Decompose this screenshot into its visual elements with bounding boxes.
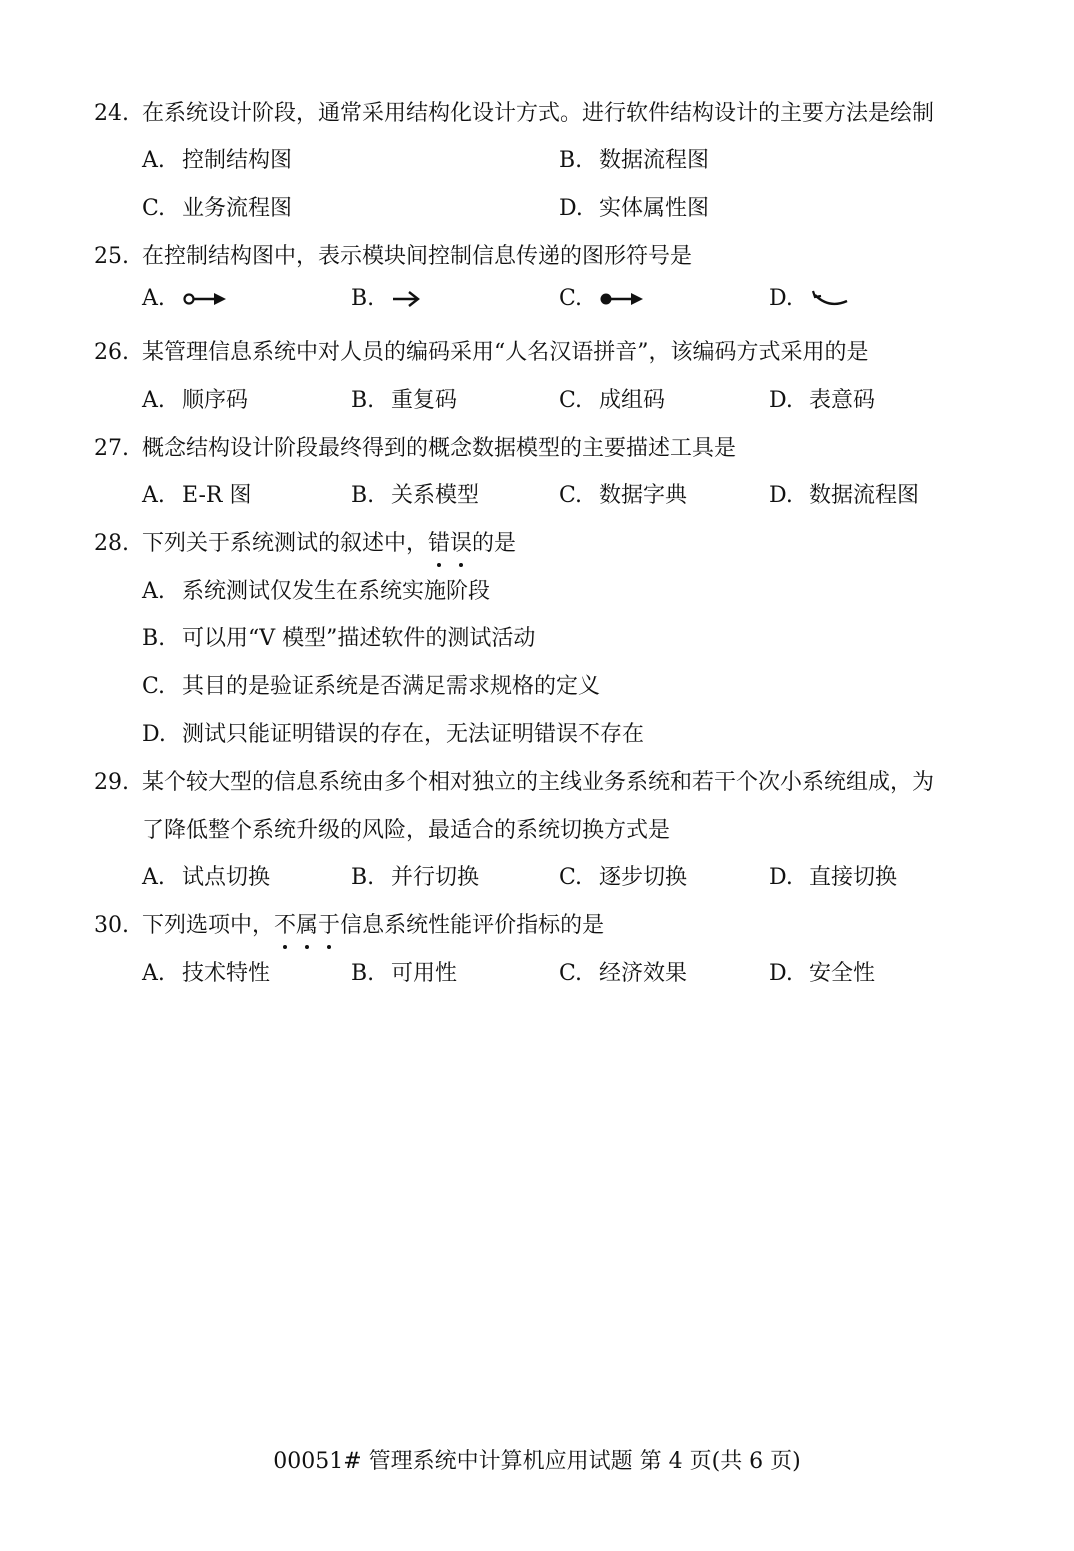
option-text: 关系模型 [391,483,480,508]
option-letter: B. [351,388,375,413]
option-letter: A. [142,388,165,413]
option-letter: D. [142,722,166,747]
option-letter: B. [142,626,166,651]
question-29-continuation [142,816,670,846]
option-letter: A. [142,865,165,890]
option-letter: C. [559,483,583,508]
option-letter: C. [559,388,583,413]
option-27-c[interactable] [559,481,687,511]
option-text: 实体属性图 [599,196,710,221]
option-text: 其目的是验证系统是否满足需求规格的定义 [182,674,601,699]
emphasis-char: 误 [450,529,472,559]
option-letter: C. [559,865,583,890]
question-text: 概念结构设计阶段最终得到的概念数据模型的主要描述工具是 [142,436,737,461]
option-30-d[interactable] [769,959,875,989]
option-text: 数据字典 [599,483,688,508]
option-text: 表意码 [809,388,876,413]
option-text: 技术特性 [182,961,271,986]
filled-circle-arrow-icon [599,289,647,309]
option-letter: D. [769,483,793,508]
option-28-c[interactable] [142,672,600,702]
question-number: 29. [94,770,129,795]
question-text-before: 下列关于系统测试的叙述中， [142,531,429,556]
option-25-b[interactable] [351,284,431,314]
option-30-b[interactable] [351,959,457,989]
option-26-d[interactable] [769,386,875,416]
option-letter: A. [142,961,165,986]
option-letter: C. [559,961,583,986]
option-letter: D. [769,388,793,413]
option-29-a[interactable] [142,863,270,893]
option-29-d[interactable] [769,863,897,893]
question-number: 28. [94,531,129,556]
option-text: E-R 图 [182,483,252,508]
option-30-c[interactable] [559,959,687,989]
emphasis-char: 错 [428,529,450,559]
question-number: 30. [94,913,129,938]
option-text: 安全性 [809,961,876,986]
question-text-after: 的是 [472,531,517,556]
emphasis-char: 于 [318,911,340,941]
option-text: 直接切换 [809,865,898,890]
question-28 [94,529,516,559]
option-letter: D. [769,961,793,986]
option-text: 重复码 [391,388,458,413]
option-25-a[interactable] [142,284,230,314]
option-text: 成组码 [599,388,666,413]
option-24-d[interactable] [559,194,709,224]
question-24 [94,99,934,129]
option-letter: A. [142,286,165,311]
option-letter: D. [769,865,793,890]
option-letter: B. [559,148,583,173]
plain-arrow-icon [391,289,431,309]
option-text: 系统测试仅发生在系统实施阶段 [182,579,491,604]
option-letter: B. [351,483,375,508]
open-circle-arrow-icon [182,289,230,309]
option-text: 数据流程图 [599,148,710,173]
option-text: 可以用“V 模型”描述软件的测试活动 [182,626,536,651]
option-text: 可用性 [391,961,458,986]
question-30 [94,911,604,941]
option-30-a[interactable] [142,959,270,989]
option-28-a[interactable] [142,577,490,607]
option-24-b[interactable] [559,146,709,176]
option-letter: D. [559,196,583,221]
option-letter: C. [142,674,166,699]
option-24-c[interactable] [142,194,292,224]
option-text: 数据流程图 [809,483,920,508]
option-27-b[interactable] [351,481,479,511]
page-footer: 00051# 管理系统中计算机应用试题 第 4 页(共 6 页) [273,1449,801,1474]
question-25 [94,242,692,272]
curved-arrow-icon [809,287,857,311]
option-27-a[interactable] [142,481,251,511]
option-26-c[interactable] [559,386,665,416]
option-text: 测试只能证明错误的存在，无法证明错误不存在 [182,722,645,747]
option-25-d[interactable] [769,284,857,314]
option-29-b[interactable] [351,863,479,893]
option-28-d[interactable] [142,720,644,750]
question-text-line2: 了降低整个系统升级的风险，最适合的系统切换方式是 [142,818,671,843]
option-text: 顺序码 [182,388,249,413]
option-letter: B. [351,961,375,986]
question-text: 某管理信息系统中对人员的编码采用“人名汉语拼音”，该编码方式采用的是 [142,340,869,365]
option-24-a[interactable] [142,146,292,176]
option-letter: B. [351,865,375,890]
question-text: 某个较大型的信息系统由多个相对独立的主线业务系统和若干个次小系统组成，为 [142,770,935,795]
option-letter: B. [351,286,375,311]
question-27 [94,434,736,464]
option-text: 逐步切换 [599,865,688,890]
option-letter: C. [142,196,166,221]
question-number: 24. [94,101,129,126]
option-text: 并行切换 [391,865,480,890]
question-text-after: 信息系统性能评价指标的是 [340,913,605,938]
emphasis-char: 不 [274,911,296,941]
option-text: 控制结构图 [182,148,293,173]
question-number: 27. [94,436,129,461]
option-28-b[interactable] [142,624,535,654]
option-27-d[interactable] [769,481,919,511]
option-letter: A. [142,148,165,173]
question-29 [94,768,934,798]
option-letter: D. [769,286,793,311]
question-number: 26. [94,340,129,365]
question-number: 25. [94,244,129,269]
option-26-b[interactable] [351,386,457,416]
question-26 [94,338,869,368]
option-29-c[interactable] [559,863,687,893]
option-26-a[interactable] [142,386,248,416]
question-text: 在系统设计阶段，通常采用结构化设计方式。进行软件结构设计的主要方法是绘制 [142,101,935,126]
option-25-c[interactable] [559,284,647,314]
option-text: 经济效果 [599,961,688,986]
option-text: 试点切换 [182,865,271,890]
option-letter: C. [559,286,583,311]
question-text-before: 下列选项中， [142,913,275,938]
option-letter: A. [142,483,165,508]
question-text: 在控制结构图中，表示模块间控制信息传递的图形符号是 [142,244,693,269]
option-letter: A. [142,579,165,604]
option-text: 业务流程图 [182,196,293,221]
emphasis-char: 属 [296,911,318,941]
